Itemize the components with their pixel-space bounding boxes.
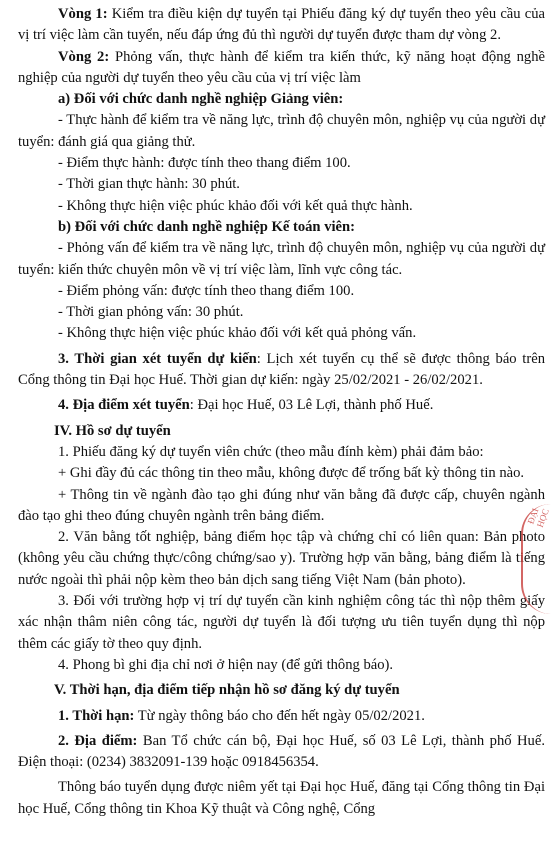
thoi-han-text: Từ ngày thông báo cho đến hết ngày 05/02/2021. (134, 707, 425, 724)
ke-toan-item: - Không thực hiện việc phúc khảo đối với kết quả phỏng vấn. (58, 325, 417, 342)
vong2-label: Vòng 2: (58, 48, 110, 65)
vong1-paragraph (18, 4, 545, 47)
vong2-paragraph (18, 47, 545, 90)
vong1-label: Vòng 1: (58, 6, 108, 22)
dia-diem-label: 2. Địa điểm: (58, 732, 138, 749)
document-page (18, 4, 551, 820)
dia-diem-text: Ban Tổ chức cán bộ, Đại học Huế, số 03 Lê Lợi, thành phố Huế. Điện thoại: (0234) 3832091-139 hoặc 0918456354. (18, 732, 545, 771)
giang-vien-heading: a) Đối với chức danh nghề nghiệp Giảng viên: (58, 91, 344, 108)
ho-so-heading: IV. Hồ sơ dự tuyển (54, 422, 171, 439)
thoi-gian-xet-text: : Lịch xét tuyển cụ thể sẽ được thông báo trên Cổng thông tin Đại học Huế. Thời gian dự kiến: ngày 25/02/2021 - 26/02/2021. (18, 350, 545, 389)
dia-diem-xet-text: : Đại học Huế, 03 Lê Lợi, thành phố Huế. (189, 397, 434, 414)
thoi-han-paragraph (18, 706, 545, 727)
closing-paragraph: Thông báo tuyển dụng được niêm yết tại Đại học Huế, đăng tại Cổng thông tin Đại học Huế, Cổng thông tin Khoa Kỹ thuật và Công nghệ, Cổng (18, 779, 545, 817)
ho-so-item: + Thông tin về ngành đào tạo ghi đúng như văn bằng đã được cấp, chuyên ngành đào tạo ghi theo đúng chuyên ngành trên bảng điểm. (18, 486, 545, 524)
giang-vien-item: - Thực hành để kiểm tra về năng lực, trình độ chuyên môn, nghiệp vụ của người dự tuyển: đánh giá qua giảng thử. (18, 112, 545, 150)
ke-toan-heading: b) Đối với chức danh nghề nghiệp Kế toán viên: (58, 218, 355, 235)
thoi-gian-xet-paragraph (18, 349, 545, 392)
ho-so-item: 2. Văn bằng tốt nghiệp, bảng điểm học tập và chứng chỉ có liên quan: Bản photo (không yêu cầu chứng thực/công chứng/sao y). Trường hợp văn bằng, bảng điểm là tiếng nước ngoài thì phải nộp kèm theo bản dịch sang tiếng Việt Nam (bản photo). (18, 529, 545, 588)
thoi-han-heading: V. Thời hạn, địa điểm tiếp nhận hồ sơ đăng ký dự tuyển (54, 682, 400, 699)
ho-so-item: 1. Phiếu đăng ký dự tuyển viên chức (theo mẫu đính kèm) phải đảm bảo: (58, 443, 484, 460)
dia-diem-xet-paragraph (18, 395, 545, 416)
dia-diem-xet-label: 4. Địa điểm xét tuyển (58, 397, 190, 414)
vong1-text: Kiểm tra điều kiện dự tuyển tại Phiếu đăng ký dự tuyển theo yêu cầu của vị trí việc làm cần tuyển, nếu đáp ứng đủ thì người dự tuyển được tham dự vòng 2. (18, 6, 545, 44)
stamp-text: ĐẠI HỌC (525, 506, 551, 529)
ke-toan-item: - Phỏng vấn để kiểm tra về năng lực, trình độ chuyên môn, nghiệp vụ của người dự tuyển: kiến thức chuyên môn về vị trí việc làm, lĩnh vực công tác. (18, 240, 545, 278)
ho-so-item: + Ghi đầy đủ các thông tin theo mẫu, không được để trống bất kỳ thông tin nào. (58, 465, 525, 482)
dia-diem-paragraph (18, 731, 545, 774)
giang-vien-item: - Không thực hiện việc phúc khảo đối với kết quả thực hành. (58, 197, 413, 214)
vong2-text: Phỏng vấn, thực hành để kiểm tra kiến thức, kỹ năng hoạt động nghề nghiệp của người dự tuyển theo yêu cầu của vị trí việc làm (18, 48, 545, 86)
thoi-han-label: 1. Thời hạn: (58, 707, 135, 724)
thoi-gian-xet-label: 3. Thời gian xét tuyển dự kiến (58, 350, 257, 367)
red-seal-stamp (521, 504, 551, 614)
ke-toan-item: - Điểm phỏng vấn: được tính theo thang điểm 100. (58, 282, 355, 299)
giang-vien-item: - Thời gian thực hành: 30 phút. (58, 176, 240, 193)
ho-so-item: 3. Đối với trường hợp vị trí dự tuyển cần kinh nghiệm công tác thì nộp thêm giấy xác nhận thâm niên công tác, người dự tuyển là đối tượng ưu tiên tuyển dụng thì nộp thêm các giấy tờ theo quy định. (18, 593, 545, 652)
ke-toan-item: - Thời gian phỏng vấn: 30 phút. (58, 304, 244, 321)
giang-vien-item: - Điểm thực hành: được tính theo thang điểm 100. (58, 155, 351, 172)
ho-so-item: 4. Phong bì ghi địa chỉ nơi ở hiện nay (để gửi thông báo). (58, 656, 394, 673)
